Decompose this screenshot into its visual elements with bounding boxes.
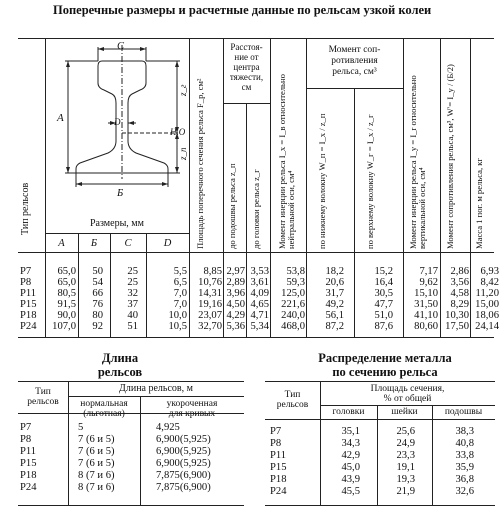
t3-bottom-rule [265, 505, 495, 506]
table-cell: 2,89 [226, 277, 245, 289]
table-cell: 87,6 [374, 321, 393, 333]
t1-res-group-header: Момент соп- ротивления рельса, см³ [328, 45, 381, 77]
t1-col-a [45, 266, 76, 333]
t2-normal-header: нормальная (льготная) [80, 399, 128, 419]
t1-zg-header: до головки рельса z_г [251, 169, 261, 249]
table-cell: 20,6 [325, 277, 344, 289]
table-cell: 8,42 [480, 277, 499, 289]
t1-zp-header: до подошвы рельса z_п [227, 163, 237, 249]
diagram-label-zp: z_п [178, 147, 188, 160]
table-cell: 4,65 [250, 299, 269, 311]
table2-title: Длина рельсов [97, 351, 143, 379]
table-cell: 4,29 [226, 310, 245, 322]
t1-inertia-x-header: Момент инерции рельса I_x = I_в относительно нейтральной оси, см⁴ [277, 74, 297, 249]
table-cell: 30,5 [374, 288, 393, 300]
table-cell: 7,875(6,900) [156, 482, 211, 493]
table-cell: 37 [127, 299, 138, 311]
table-cell: Р15 [20, 299, 37, 311]
table-cell: 4,925 [156, 422, 180, 433]
table-cell: 10,76 [198, 277, 222, 289]
t2-bottom-rule [18, 505, 244, 506]
table-cell: 4,71 [250, 310, 269, 322]
table-cell: 90,0 [57, 310, 76, 322]
table-cell: 45,0 [341, 462, 360, 473]
table-cell: 34,3 [341, 438, 360, 449]
t2-short-header: укороченная для кривых [166, 399, 218, 419]
table-cell: 8,85 [203, 266, 222, 277]
table-cell: 24,9 [396, 438, 415, 449]
sizes-label: Размеры, мм [90, 218, 144, 229]
t3-col-neck [377, 426, 415, 498]
diagram-label-zg: z_г [178, 84, 188, 96]
table-cell: 65,0 [57, 277, 76, 289]
t1-dims-rule [45, 233, 189, 234]
t3-sub-rule [320, 405, 495, 406]
table-cell: Р7 [20, 266, 32, 277]
table-cell: Р24 [270, 486, 287, 497]
table-cell: 3,56 [450, 277, 469, 289]
table-cell: 45,5 [341, 486, 360, 497]
t3-col-type [270, 426, 287, 498]
table-cell: 66 [92, 288, 103, 300]
diagram-label-a: A [57, 112, 64, 124]
table-cell: Р24 [20, 321, 37, 333]
t1-col-mass [470, 266, 499, 333]
table-cell: 54 [92, 277, 103, 289]
table-cell: 17,50 [445, 321, 469, 333]
table-cell: 3,61 [250, 277, 269, 289]
table-cell: 35,1 [341, 426, 360, 437]
table-cell: 10,30 [445, 310, 469, 322]
table-cell: 21,9 [396, 486, 415, 497]
table-cell: 6,900(5,925) [156, 458, 211, 469]
table-cell: Р18 [20, 310, 37, 322]
table-cell: 16,4 [374, 277, 393, 289]
table-cell: 33,8 [455, 450, 474, 461]
t3-col-head [320, 426, 360, 498]
t1-col-wg [354, 266, 393, 333]
table-cell: 56,1 [325, 310, 344, 322]
table-cell: 15,00 [475, 299, 499, 311]
t2-top-rule [18, 381, 244, 382]
t1-dim-b-header: Б [90, 238, 98, 249]
table-cell: 8 (7 и 6) [78, 470, 115, 481]
table-cell: Р8 [20, 434, 32, 445]
table-cell: 19,16 [198, 299, 222, 311]
table-cell: 32 [127, 288, 138, 300]
table-cell: Р24 [20, 482, 37, 493]
table-cell: 5,5 [173, 266, 187, 277]
table-cell: 80,60 [414, 321, 438, 333]
table-cell: Р11 [270, 450, 287, 461]
table-cell: 5 [78, 422, 84, 433]
t3-header-bottom-rule [265, 419, 495, 420]
t1-mass-header: Масса 1 пог. м рельса, кг [474, 158, 484, 249]
t1-dim-c-header: C [124, 238, 132, 249]
table-cell: 468,0 [281, 321, 305, 333]
table-cell: 91,5 [57, 299, 76, 311]
table-cell: 25,6 [396, 426, 415, 437]
table-cell: 23,07 [198, 310, 222, 322]
table-cell: 9,62 [419, 277, 438, 289]
table-cell: 49,2 [325, 299, 344, 311]
table-cell: Р15 [270, 462, 287, 473]
table-cell: 80,5 [57, 288, 76, 300]
t3-neck-col-header: шейки [391, 407, 418, 417]
table-cell: 18,06 [475, 310, 499, 322]
table-cell: 59,3 [286, 277, 305, 289]
table-cell: 51 [127, 321, 138, 333]
table-cell: 7,0 [173, 288, 187, 300]
table-cell: 8 (7 и 6) [78, 482, 115, 493]
table-cell: 4,50 [226, 299, 245, 311]
t3-foot-col-header: подошвы [444, 407, 483, 417]
table-cell: 23,3 [396, 450, 415, 461]
t3-head-col-header: головки [332, 407, 365, 417]
table-cell: 7 (6 и 5) [78, 458, 115, 469]
table-cell: 53,8 [286, 266, 305, 277]
t1-dim-d-header: D [163, 238, 172, 249]
table-cell: Р15 [20, 458, 37, 469]
table-cell: Р8 [20, 277, 32, 289]
table-cell: 7,875(6,900) [156, 470, 211, 481]
table-cell: 4,09 [250, 288, 269, 300]
table-cell: 7 (6 и 5) [78, 446, 115, 457]
table-cell: 6,93 [480, 266, 499, 277]
diagram-label-b: Б [117, 188, 124, 199]
table-cell: 7,17 [419, 266, 438, 277]
table-cell: 14,31 [198, 288, 222, 300]
t2-col-short [156, 422, 211, 494]
table-cell: Р7 [20, 422, 32, 433]
t3-area-header: Площадь сечения, % от общей [370, 384, 445, 404]
diagram-label-neutral-axis: Н.О [170, 127, 186, 137]
t3-col-type-header: Тип рельсов [276, 390, 309, 410]
table-cell: 19,1 [396, 462, 415, 473]
t1-wg-header: по верхнему волокну W_г = I_x / z_г [365, 114, 375, 249]
table-cell: 18,2 [325, 266, 344, 277]
table-cell: 2,86 [450, 266, 469, 277]
table-cell: 15,10 [414, 288, 438, 300]
table-cell: 76 [92, 299, 103, 311]
table3-title: Распределение металла по сечению рельса [318, 351, 452, 379]
table-cell: 24,14 [475, 321, 499, 333]
table-cell: 5,34 [250, 321, 269, 333]
table-cell: 40 [127, 310, 138, 322]
t1-bottom-rule [18, 337, 494, 338]
t1-col-zg [246, 266, 269, 333]
t3-col-foot [432, 426, 474, 498]
t2-col-normal [78, 422, 115, 494]
table-cell: 35,9 [455, 462, 474, 473]
t1-col-iy [403, 266, 438, 333]
t1-area-header: Площадь поперечного сечения рельса F_p, см² [195, 78, 205, 249]
t3-top-rule [265, 381, 495, 382]
t1-col-ix [270, 266, 305, 333]
table-cell: 2,97 [226, 266, 245, 277]
t1-col-area [189, 266, 222, 333]
t2-sub-rule [68, 396, 244, 397]
diagram-label-d: D [114, 117, 121, 127]
t1-header-bottom-rule [18, 252, 494, 253]
table-cell: 32,6 [455, 486, 474, 497]
table-cell: 7 (6 и 5) [78, 434, 115, 445]
table-cell: 7,0 [173, 299, 187, 311]
table-cell: 15,2 [374, 266, 393, 277]
t1-col-type-header: Тип рельсов [20, 182, 31, 235]
table-cell: 6,900(5,925) [156, 446, 211, 457]
table-cell: 240,0 [281, 310, 305, 322]
t1-col-wy [440, 266, 469, 333]
table-cell: 65,0 [57, 266, 76, 277]
table-cell: 41,10 [414, 310, 438, 322]
table-cell: 5,36 [226, 321, 245, 333]
table-cell: 36,8 [455, 474, 474, 485]
table-cell: 31,7 [325, 288, 344, 300]
t1-dist-group-header: Расстоя- ние от центра тяжести, см [229, 42, 264, 92]
table-cell: 3,53 [250, 266, 269, 277]
t1-res-y-header: Момент сопротивления рельса, см³, W'= I_y / (Б/2) [445, 64, 455, 249]
t1-col-b [78, 266, 103, 333]
t1-inertia-y-header: Момент инерции рельса I_y = I_r относительно вертикальной оси, см⁴ [408, 75, 428, 249]
table-cell: Р18 [20, 470, 37, 481]
table-cell: Р8 [270, 438, 282, 449]
table-cell: Р18 [270, 474, 287, 485]
table-cell: 10,0 [168, 310, 187, 322]
t1-col-c [110, 266, 138, 333]
t1-col-d [146, 266, 187, 333]
table-cell: 10,5 [168, 321, 187, 333]
table-cell: 80 [92, 310, 103, 322]
table-cell: 25 [127, 266, 138, 277]
table-cell: 19,3 [396, 474, 415, 485]
table-cell: 47,7 [374, 299, 393, 311]
table-cell: 125,0 [281, 288, 305, 300]
table-cell: 31,50 [414, 299, 438, 311]
table-cell: Р7 [270, 426, 282, 437]
table1-title: Поперечные размеры и расчетные данные по рельсам узкой колеи [53, 3, 432, 17]
t1-col-wp [306, 266, 344, 333]
table-cell: 40,8 [455, 438, 474, 449]
table-cell: Р11 [20, 446, 37, 457]
t2-length-header: Длина рельсов, м [119, 383, 193, 394]
t1-col-zp [223, 266, 245, 333]
t1-dim-a-header: A [58, 238, 65, 249]
table-cell: 50 [92, 266, 103, 277]
table-cell: 8,29 [450, 299, 469, 311]
table-cell: 87,2 [325, 321, 344, 333]
table-cell: 42,9 [341, 450, 360, 461]
t2-col-type [20, 422, 37, 494]
table-cell: 38,3 [455, 426, 474, 437]
table-cell: 6,5 [173, 277, 187, 289]
table-cell: Р11 [20, 288, 37, 300]
table-cell: 43,9 [341, 474, 360, 485]
t1-wp-header: по нижнему волокну W_п = I_x / z_п [317, 113, 327, 249]
table-cell: 25 [127, 277, 138, 289]
table-cell: 221,6 [281, 299, 305, 311]
table-cell: 32,70 [198, 321, 222, 333]
table-cell: 51,0 [374, 310, 393, 322]
table-cell: 92 [92, 321, 103, 333]
table-cell: 4,58 [450, 288, 469, 300]
table-cell: 107,0 [52, 321, 76, 333]
table-cell: 6,900(5,925) [156, 434, 211, 445]
table-cell: 3,96 [226, 288, 245, 300]
t1-col-type [20, 266, 37, 333]
diagram-label-c: C [117, 41, 125, 52]
table-cell: 11,20 [475, 288, 499, 300]
t2-col-type-header: Тип рельсов [27, 387, 59, 407]
